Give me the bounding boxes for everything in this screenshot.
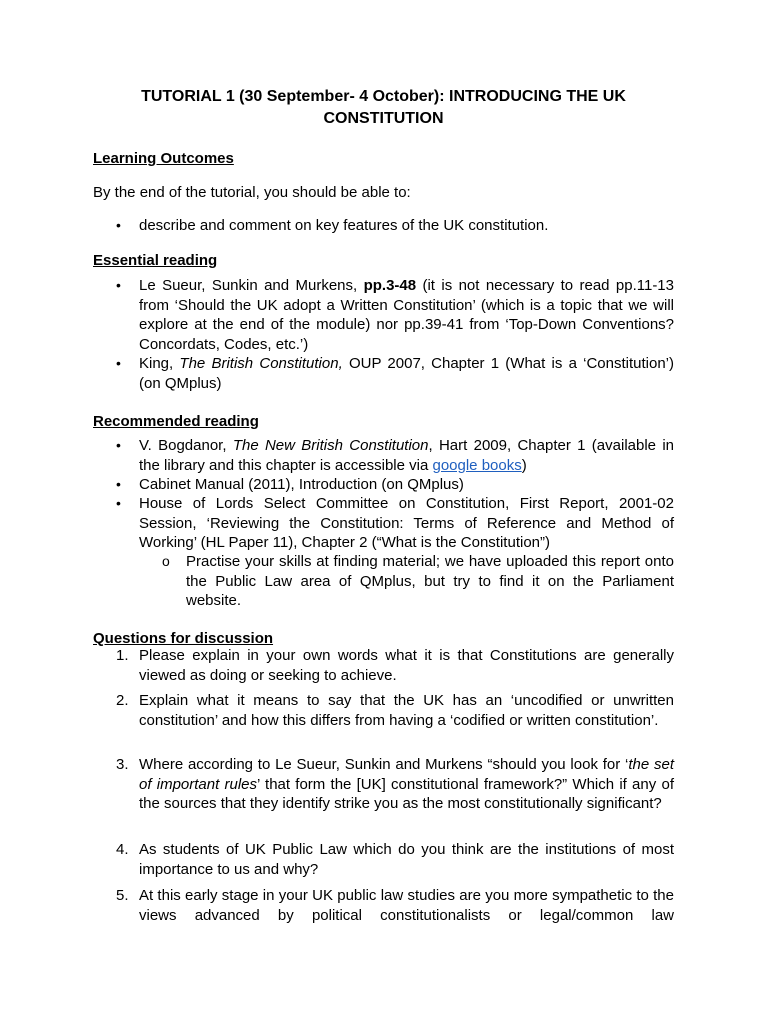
item-text: OUP 2007, Chapter 1 (What is a ‘Constitution’) (on QMplus) (139, 355, 674, 392)
item-text: V. Bogdanor, (139, 437, 233, 454)
essential-reading-item-2 (139, 354, 674, 393)
question-number: 3. (116, 756, 129, 773)
item-text: (it is not necessary to read pp.11-13 from ‘Should the UK adopt a Written Constitution’ (which is a topic that we will explore at the end of the module) nor pp.39-41 from ‘Top-Down Conventions? Concordats, Codes, etc.’) (139, 277, 674, 353)
question-2: Explain what it means to say that the UK has an ‘uncodified or unwritten constitution’ and how this differs from having a ‘codified or written constitution’. (139, 692, 674, 729)
bullet-marker: • (116, 495, 121, 511)
recommended-reading-sub-item: Practise your skills at finding material; we have uploaded this report onto the Public Law area of QMplus, but try to find it on the Parliament website. (186, 553, 674, 609)
bullet-marker: • (116, 277, 121, 293)
item-text: Le Sueur, Sunkin and Murkens, (139, 277, 364, 294)
bullet-marker: • (116, 217, 121, 233)
book-title: The British Constitution, (179, 355, 343, 372)
bullet-marker: • (116, 437, 121, 453)
item-text: ’ that form the [UK] constitutional framework?” Which if any of the sources that they identify strike you as the most constitutionally significant? (139, 775, 674, 812)
learning-outcome-item: describe and comment on key features of the UK constitution. (139, 217, 549, 234)
quoted-phrase: the set of important rules (139, 756, 675, 793)
question-number: 2. (116, 692, 129, 709)
question-1: Please explain in your own words what it is that Constitutions are generally viewed as doing or seeking to achieve. (139, 647, 674, 684)
questions-heading: Questions for discussion (93, 630, 274, 647)
bullet-marker: • (116, 355, 121, 371)
question-number: 4. (116, 841, 129, 858)
essential-reading-item-1 (139, 276, 674, 354)
document-title (93, 86, 674, 130)
item-text: , Hart 2009, Chapter 1 (available in the library and this chapter is accessible via (139, 437, 674, 474)
page-range: pp.3-48 (363, 277, 417, 294)
essential-reading-heading: Essential reading (93, 252, 218, 269)
book-title: The New British Constitution (232, 437, 429, 454)
sub-bullet-marker: o (162, 553, 170, 569)
question-3 (139, 755, 674, 814)
question-number: 1. (116, 647, 129, 664)
recommended-reading-item-2: Cabinet Manual (2011), Introduction (on QMplus) (139, 476, 464, 493)
item-text: King, (139, 355, 180, 372)
question-4: As students of UK Public Law which do you think are the institutions of most importance to us and why? (139, 841, 674, 878)
google-books-link[interactable]: google books (432, 456, 522, 474)
learning-outcomes-heading: Learning Outcomes (93, 150, 234, 167)
recommended-reading-heading: Recommended reading (93, 413, 259, 430)
item-text: ) (521, 456, 527, 474)
item-text: Where according to Le Sueur, Sunkin and Murkens “should you look for ‘ (139, 756, 629, 773)
title-line-2: CONSTITUTION (323, 110, 444, 127)
bullet-marker: • (116, 476, 121, 492)
recommended-reading-item-3: House of Lords Select Committee on Constitution, First Report, 2001-02 Session, ‘Reviewing the Constitution: Terms of Reference and Method of Working’ (HL Paper 11), Chapter 2 (“What is the Constitution”) (139, 495, 674, 551)
question-number: 5. (116, 887, 129, 904)
recommended-reading-item-1 (139, 436, 674, 475)
learning-outcomes-intro: By the end of the tutorial, you should be able to: (93, 184, 411, 201)
question-5: At this early stage in your UK public law studies are you more sympathetic to the views advanced by political constitutionalists or legal/common law (139, 887, 674, 924)
title-line-1: TUTORIAL 1 (30 September- 4 October): INTRODUCING THE UK (141, 88, 626, 105)
